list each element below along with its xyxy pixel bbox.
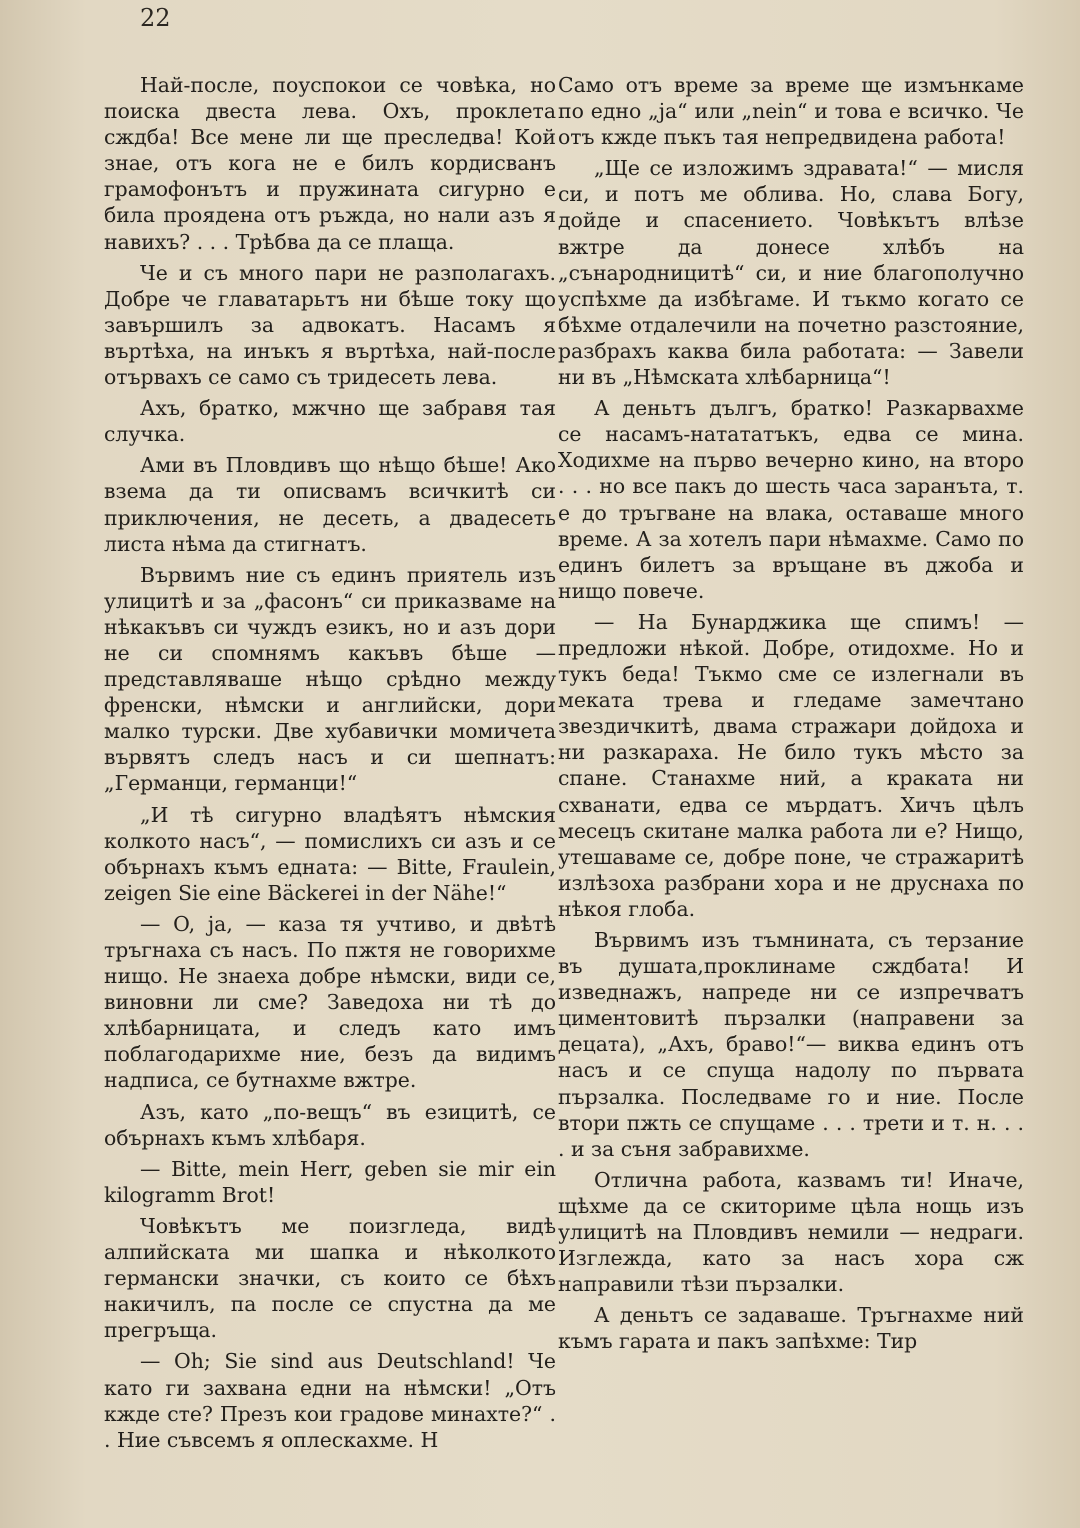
- paragraph: „Ще се изложимъ здравата!“ — мисля си, и потъ ме облива. Но, слава Богу, дойде и спасението. Човѣкътъ влѣзе вжтре да донесе хлѣбъ на „сънародницитѣ“ си, и ние благополучно успѣхме да избѣгаме. И тъкмо когато се бѣхме отдалечили на почетно разстояние, разбрахъ каква била работата: — Завели ни въ „Нѣмската хлѣбарница“!: [558, 156, 1024, 390]
- paragraph: Вървимъ изъ тъмнината, съ терзание въ душата,проклинаме сждбата! И изведнажъ, напреде ни се изпречватъ циментовитѣ пързалки (направени за децата), „Ахъ, браво!“— виква единъ отъ насъ и се спуща надолу по първата пързалка. Последваме го и ние. После втори пжть се спущаме . . . трети и т. н. . . . и за съня забравихме.: [558, 928, 1024, 1161]
- paragraph: Азъ, като „по-вещъ“ въ езицитѣ, се обърнахъ къмъ хлѣбаря.: [104, 1099, 556, 1150]
- paragraph: Вървимъ ние съ единъ приятель изъ улицитѣ и за „фасонъ“ си приказваме на нѣкакъвъ си чуждъ езикъ, но и азъ дори не си спомнямъ какъвъ бѣше — представляваше нѣщо срѣдно между френски, нѣмски и английски, дори малко турски. Две хубавички момичета вървятъ следъ насъ и си шепнатъ: „Германци, германци!“: [104, 562, 556, 796]
- left-column: [104, 72, 556, 1528]
- paragraph: — Bitte, mein Herr, geben sie mir ein kilogramm Brot!: [104, 1156, 556, 1207]
- paragraph: — O, ja, — каза тя учтиво, и двѣтѣ тръгнаха съ насъ. По пжтя не говорихме нищо. Не знаеха добре нѣмски, види се, виновни ли сме? Заведоха ни тѣ до хлѣбарницата, и следъ като имъ поблагодарихме ние, безъ да видимъ надписа, се бутнахме вжтре.: [104, 911, 556, 1093]
- paragraph: Човѣкътъ ме поизгледа, видѣ алпийската ми шапка и нѣколкото германски значки, съ които се бѣхъ накичилъ, па после се спустна да ме прегръща.: [104, 1213, 556, 1343]
- paragraph: Ами въ Пловдивъ що нѣщо бѣше! Ако взема да ти описвамъ всичкитѣ си приключения, не десеть, а двадесеть листа нѣма да стигнатъ.: [104, 453, 556, 556]
- page-number: 22: [140, 4, 171, 32]
- right-column: [558, 72, 1024, 1528]
- paragraph: А деньтъ дългъ, братко! Разкарвахме се насамъ-натататъкъ, едва се мина. Ходихме на първо вечерно кино, на второ . . . но все пакъ до шесть часа заранъта, т. е до тръгване на влака, оставаше много време. А за хотелъ пари нѣмахме. Само по единъ билетъ за връщане въ джоба и нищо повече.: [558, 396, 1024, 603]
- paragraph: — Oh; Sie sind aus Deutschland! Че като ги захвана едни на нѣмски! „Отъ кжде сте? Презъ кои градове минахте?“ . . Ние съвсемъ я оплескахме. Н: [104, 1349, 556, 1452]
- paragraph: А деньтъ се задаваше. Тръгнахме ний къмъ гарата и пакъ запѣхме: Тир: [558, 1303, 1024, 1354]
- paragraph: — На Бунарджика ще спимъ! — предложи нѣкой. Добре, отидохме. Но и тукъ беда! Тъкмо сме се излегнали въ меката трева и гледаме замечтано звездичкитѣ, двама стражари дойдоха и ни разкараха. Не било тукъ мѣсто за спане. Станахме ний, а краката ни схванати, едва се мърдатъ. Хичъ цѣлъ месецъ скитане малка работа ли е? Нищо, утешаваме се, добре поне, че стражаритѣ излѣзоха разбрани хора и не друснаха по нѣкоя глоба.: [558, 609, 1024, 921]
- paragraph: Отлична работа, казвамъ ти! Иначе, щѣхме да се скиторимe цѣла нощь изъ улицитѣ на Пловдивъ немили — недраги. Изглежда, като за насъ хора сж направили тѣзи пързалки.: [558, 1167, 1024, 1297]
- paragraph: Най-после, поуспокои се човѣка, но поиска двеста лева. Охъ, проклета сждба! Все мене ли ще преследва! Кой знае, отъ кога не е билъ кордисванъ грамофонътъ и пружината сигурно е била проядена отъ ръжда, но нали азъ я навихъ? . . . Трѣбва да се плаща.: [104, 73, 556, 254]
- paragraph: „И тѣ сигурно владѣятъ нѣмския колкото насъ“, — помислихъ си азъ и се обърнахъ къмъ едната: — Bitte, Fraulein, zeigen Sie eine Bäckerei in der Nähe!“: [104, 802, 556, 905]
- paragraph: Ахъ, братко, мжчно ще забравя тая случка.: [104, 396, 556, 447]
- paragraph: Че и съ много пари не разполагахъ. Добре че главатарьтъ ни бѣше току що завършилъ за адвокатъ. Насамъ я въртѣха, на инъкъ я въртѣха, най-после отървахъ се само съ тридесеть лева.: [104, 260, 556, 390]
- paragraph: Само отъ време за време ще измънкаме по едно „ja“ или „nein“ и това е всичко. Че отъ кжде пъкъ тая непредвидена работа!: [558, 73, 1024, 150]
